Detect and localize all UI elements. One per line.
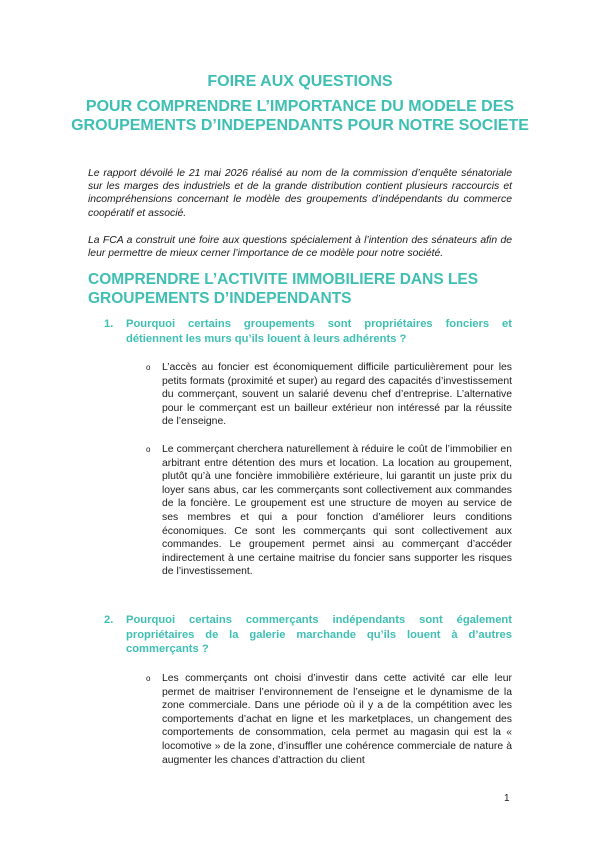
list-item-text: Les commerçants ont choisi d’investir dans cette activité car elle leur permet de maitriser l’environnement de l’enseigne et le dynamisme de la zone commerciale. Dans une période où il y a de la compétition avec les comportements d’achat en ligne et les marketplaces, un changement des comportements de consommation, cela permet au magasin qui est la « locomotive » de la zone, d’insuffler une cohérence commerciale de nature à augmenter les chances d’attraction du client [162,673,512,766]
question-number: 1. [104,318,114,330]
bullet-circle-icon: o [146,674,151,683]
list-item [146,672,512,767]
document-subtitle: POUR COMPRENDRE L’IMPORTANCE DU MODELE DES GROUPEMENTS D’INDEPENDANTS POUR NOTRE SOCIETE [71,98,529,134]
intro-paragraph: Le rapport dévoilé le 21 mai 2026 réalisé au nom de la commission d’enquête sénatoriale sur les marges des industriels et de la grande distribution contient plusieurs raccourcis et incompréhensions concernant le modèle des groupements d’indépendants du commerce coopératif et associé. [88,168,512,219]
question-2 [104,613,512,657]
bullet-circle-icon: o [146,363,151,372]
section-heading: COMPRENDRE L’ACTIVITE IMMOBILIERE DANS LES GROUPEMENTS D’INDEPENDANTS [88,271,479,307]
question-text: Pourquoi certains groupements sont propriétaires fonciers et détiennent les murs qu’ils louent à leurs adhérents ? [126,318,512,345]
page-number: 1 [504,793,510,804]
list-item-text: Le commerçant cherchera naturellement à réduire le coût de l’immobilier en arbitrant entre détention des murs et location. La location au groupement, plutôt qu’à une foncière immobilière extérieure, lui garantit un juste prix du loyer sans abus, car les commerçants sont collectivement aux commandes de la foncière. Le groupement est une structure de moyen au service de ses membres et qui a pour fonction d’améliorer leurs conditions économiques. Ce sont les commerçants qui sont collectivement aux commandes. Le groupement permet ainsi au commerçant d’accéder indirectement à une certaine maitrise du foncier sans supporter les risques de l’investissement. [162,444,512,578]
question-text: Pourquoi certains commerçants indépendants sont également propriétaires de la galerie marchande qu’ils louent à d’autres commerçants ? [126,614,512,656]
bullet-circle-icon: o [146,445,151,454]
question-number: 2. [104,614,114,626]
intro-paragraph: La FCA a construit une foire aux questions spécialement à l’intention des sénateurs afin de leur permettre de mieux cerner l’importance de ce modèle pour notre société. [88,235,512,260]
list-item [146,361,512,429]
document-title: FOIRE AUX QUESTIONS [207,73,393,90]
question-1 [104,317,512,346]
list-item [146,443,512,579]
list-item-text: L’accès au foncier est économiquement difficile particulièrement pour les petits formats (proximité et super) au regard des capacités d’investissement du commerçant, souvent un salarié devenu chef d’entreprise. L’alternative pour le commerçant est un bailleur extérieur non intéressé par la réussite de l’enseigne. [162,362,512,428]
